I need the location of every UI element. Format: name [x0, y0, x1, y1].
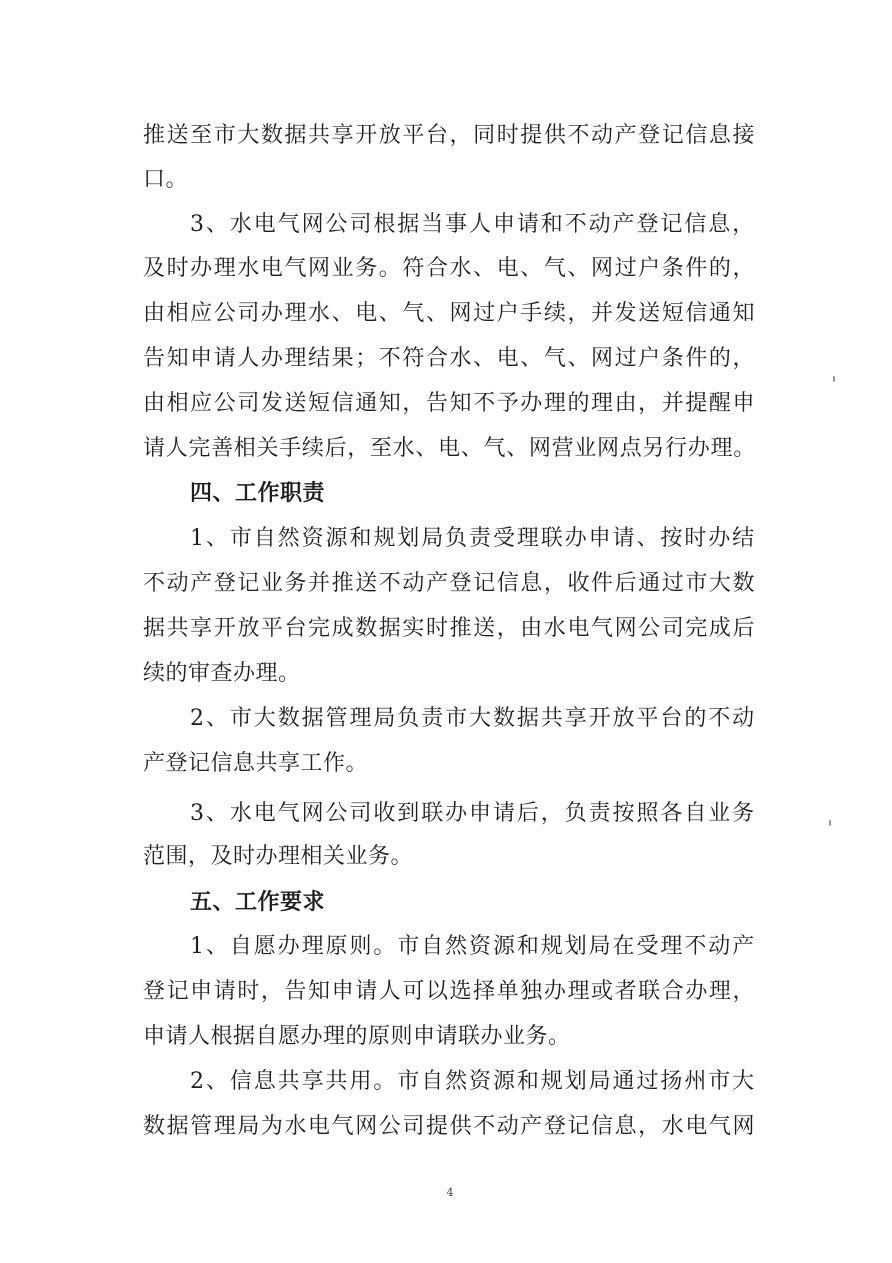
- body-text-line: 登记申请时，告知申请人可以选择单独办理或者联合办理，: [143, 979, 757, 1004]
- section-heading: 四、工作职责: [190, 481, 326, 506]
- page-number: 4: [446, 1186, 454, 1199]
- body-text-line: 推送至市大数据共享开放平台，同时提供不动产登记信息接: [143, 123, 757, 148]
- body-text-line: 3、水电气网公司收到联办申请后，负责按照各自业务: [190, 801, 757, 826]
- body-text-line: 2、信息共享共用。市自然资源和规划局通过扬州市大: [190, 1069, 757, 1094]
- body-text-line: 由相应公司办理水、电、气、网过户手续，并发送短信通知: [143, 301, 757, 326]
- scan-speck: [829, 820, 831, 826]
- body-text-line: 告知申请人办理结果；不符合水、电、气、网过户条件的，: [143, 346, 757, 371]
- body-text-line: 1、自愿办理原则。市自然资源和规划局在受理不动产: [190, 934, 757, 959]
- body-text-line: 产登记信息共享工作。: [143, 751, 369, 776]
- body-text-line: 数据管理局为水电气网公司提供不动产登记信息，水电气网: [143, 1114, 757, 1139]
- body-text-line: 由相应公司发送短信通知，告知不予办理的理由，并提醒申: [143, 391, 757, 416]
- section-heading: 五、工作要求: [190, 890, 326, 915]
- body-text-line: 不动产登记业务并推送不动产登记信息，收件后通过市大数: [143, 571, 757, 596]
- scan-speck: [833, 376, 835, 382]
- body-text-line: 范围，及时办理相关业务。: [143, 844, 414, 869]
- body-text-line: 申请人根据自愿办理的原则申请联办业务。: [143, 1024, 571, 1049]
- body-text-line: 1、市自然资源和规划局负责受理联办申请、按时办结: [190, 526, 757, 551]
- body-text-line: 据共享开放平台完成数据实时推送，由水电气网公司完成后: [143, 616, 757, 641]
- body-text-line: 及时办理水电气网业务。符合水、电、气、网过户条件的，: [143, 256, 757, 281]
- body-text-line: 请人完善相关手续后，至水、电、气、网营业网点另行办理。: [143, 436, 756, 461]
- body-text-line: 2、市大数据管理局负责市大数据共享开放平台的不动: [190, 706, 757, 731]
- body-text-line: 口。: [143, 167, 189, 192]
- body-text-line: 3、水电气网公司根据当事人申请和不动产登记信息，: [190, 212, 757, 237]
- body-text-line: 续的审查办理。: [143, 661, 301, 686]
